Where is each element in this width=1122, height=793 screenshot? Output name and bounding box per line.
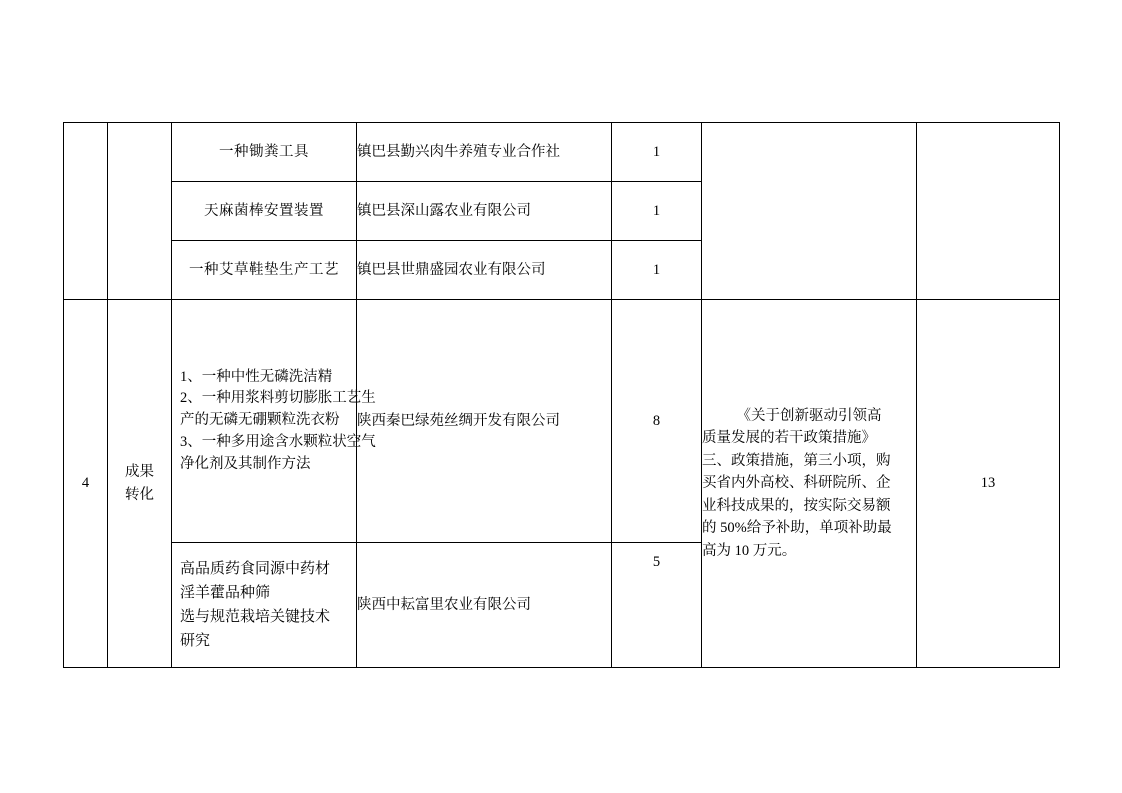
count-cell: 1 [612, 123, 702, 182]
row-type-line-1: 成果 [125, 464, 154, 481]
project-name-line: 产的无磷无硼颗粒洗衣粉 [180, 412, 340, 429]
table-row [64, 300, 1060, 543]
project-name-cell [172, 300, 376, 543]
policy-line: 业科技成果的，按实际交易额 [702, 497, 891, 514]
total-cell-empty [917, 123, 1060, 300]
project-name-line: 3、一种多用途含水颗粒状空气 [180, 433, 376, 450]
project-name-list [172, 359, 376, 484]
organization-cell: 陕西秦巴绿苑丝绸开发有限公司 [357, 300, 612, 543]
project-name-cell: 天麻菌棒安置装置 [172, 182, 357, 241]
project-name-line: 2、一种用浆料剪切膨胀工艺生 [180, 390, 376, 407]
organization-cell: 镇巴县勤兴肉牛养殖专业合作社 [357, 123, 612, 182]
total-cell: 13 [917, 300, 1060, 668]
policy-cell-empty [702, 123, 917, 300]
count-cell: 5 [612, 543, 702, 668]
project-name-line: 1、一种中性无磷洗洁精 [180, 368, 333, 385]
project-name-cell [172, 543, 357, 668]
project-name-block [172, 549, 356, 661]
organization-cell: 镇巴县世鼎盛园农业有限公司 [357, 241, 612, 300]
row-number-cell: 4 [64, 300, 108, 668]
count-cell: 1 [612, 241, 702, 300]
count-cell: 8 [612, 300, 702, 543]
row-number-cell [64, 123, 108, 300]
row-type-line-2: 转化 [125, 486, 154, 503]
policy-line: 高为 10 万元。 [702, 542, 797, 559]
project-name-cell: 一种锄粪工具 [172, 123, 357, 182]
policy-line: 质量发展的若干政策措施》 [702, 430, 876, 447]
table-row [64, 123, 1060, 182]
project-name-line: 高品质药食同源中药材 [180, 561, 331, 577]
policy-line: 三、政策措施，第三小项，购 [702, 452, 891, 469]
project-name-cell: 一种艾草鞋垫生产工艺 [172, 241, 357, 300]
policy-line: 《关于创新驱动引领高 [736, 407, 882, 424]
organization-cell: 镇巴县深山露农业有限公司 [357, 182, 612, 241]
project-name-line: 淫羊藿品种筛 [180, 585, 271, 601]
policy-text-cell [702, 300, 917, 668]
project-name-line: 净化剂及其制作方法 [180, 455, 311, 472]
results-table [63, 122, 1060, 668]
policy-line: 的 50%给予补助，单项补助最 [702, 520, 892, 537]
project-name-line: 选与规范栽培关键技术 [180, 609, 331, 625]
project-name-line: 研究 [180, 633, 211, 649]
row-type-cell [108, 123, 172, 300]
row-type-cell [108, 300, 172, 668]
policy-line: 买省内外高校、科研院所、企 [702, 475, 891, 492]
organization-cell: 陕西中耘富里农业有限公司 [357, 543, 612, 668]
count-cell: 1 [612, 182, 702, 241]
